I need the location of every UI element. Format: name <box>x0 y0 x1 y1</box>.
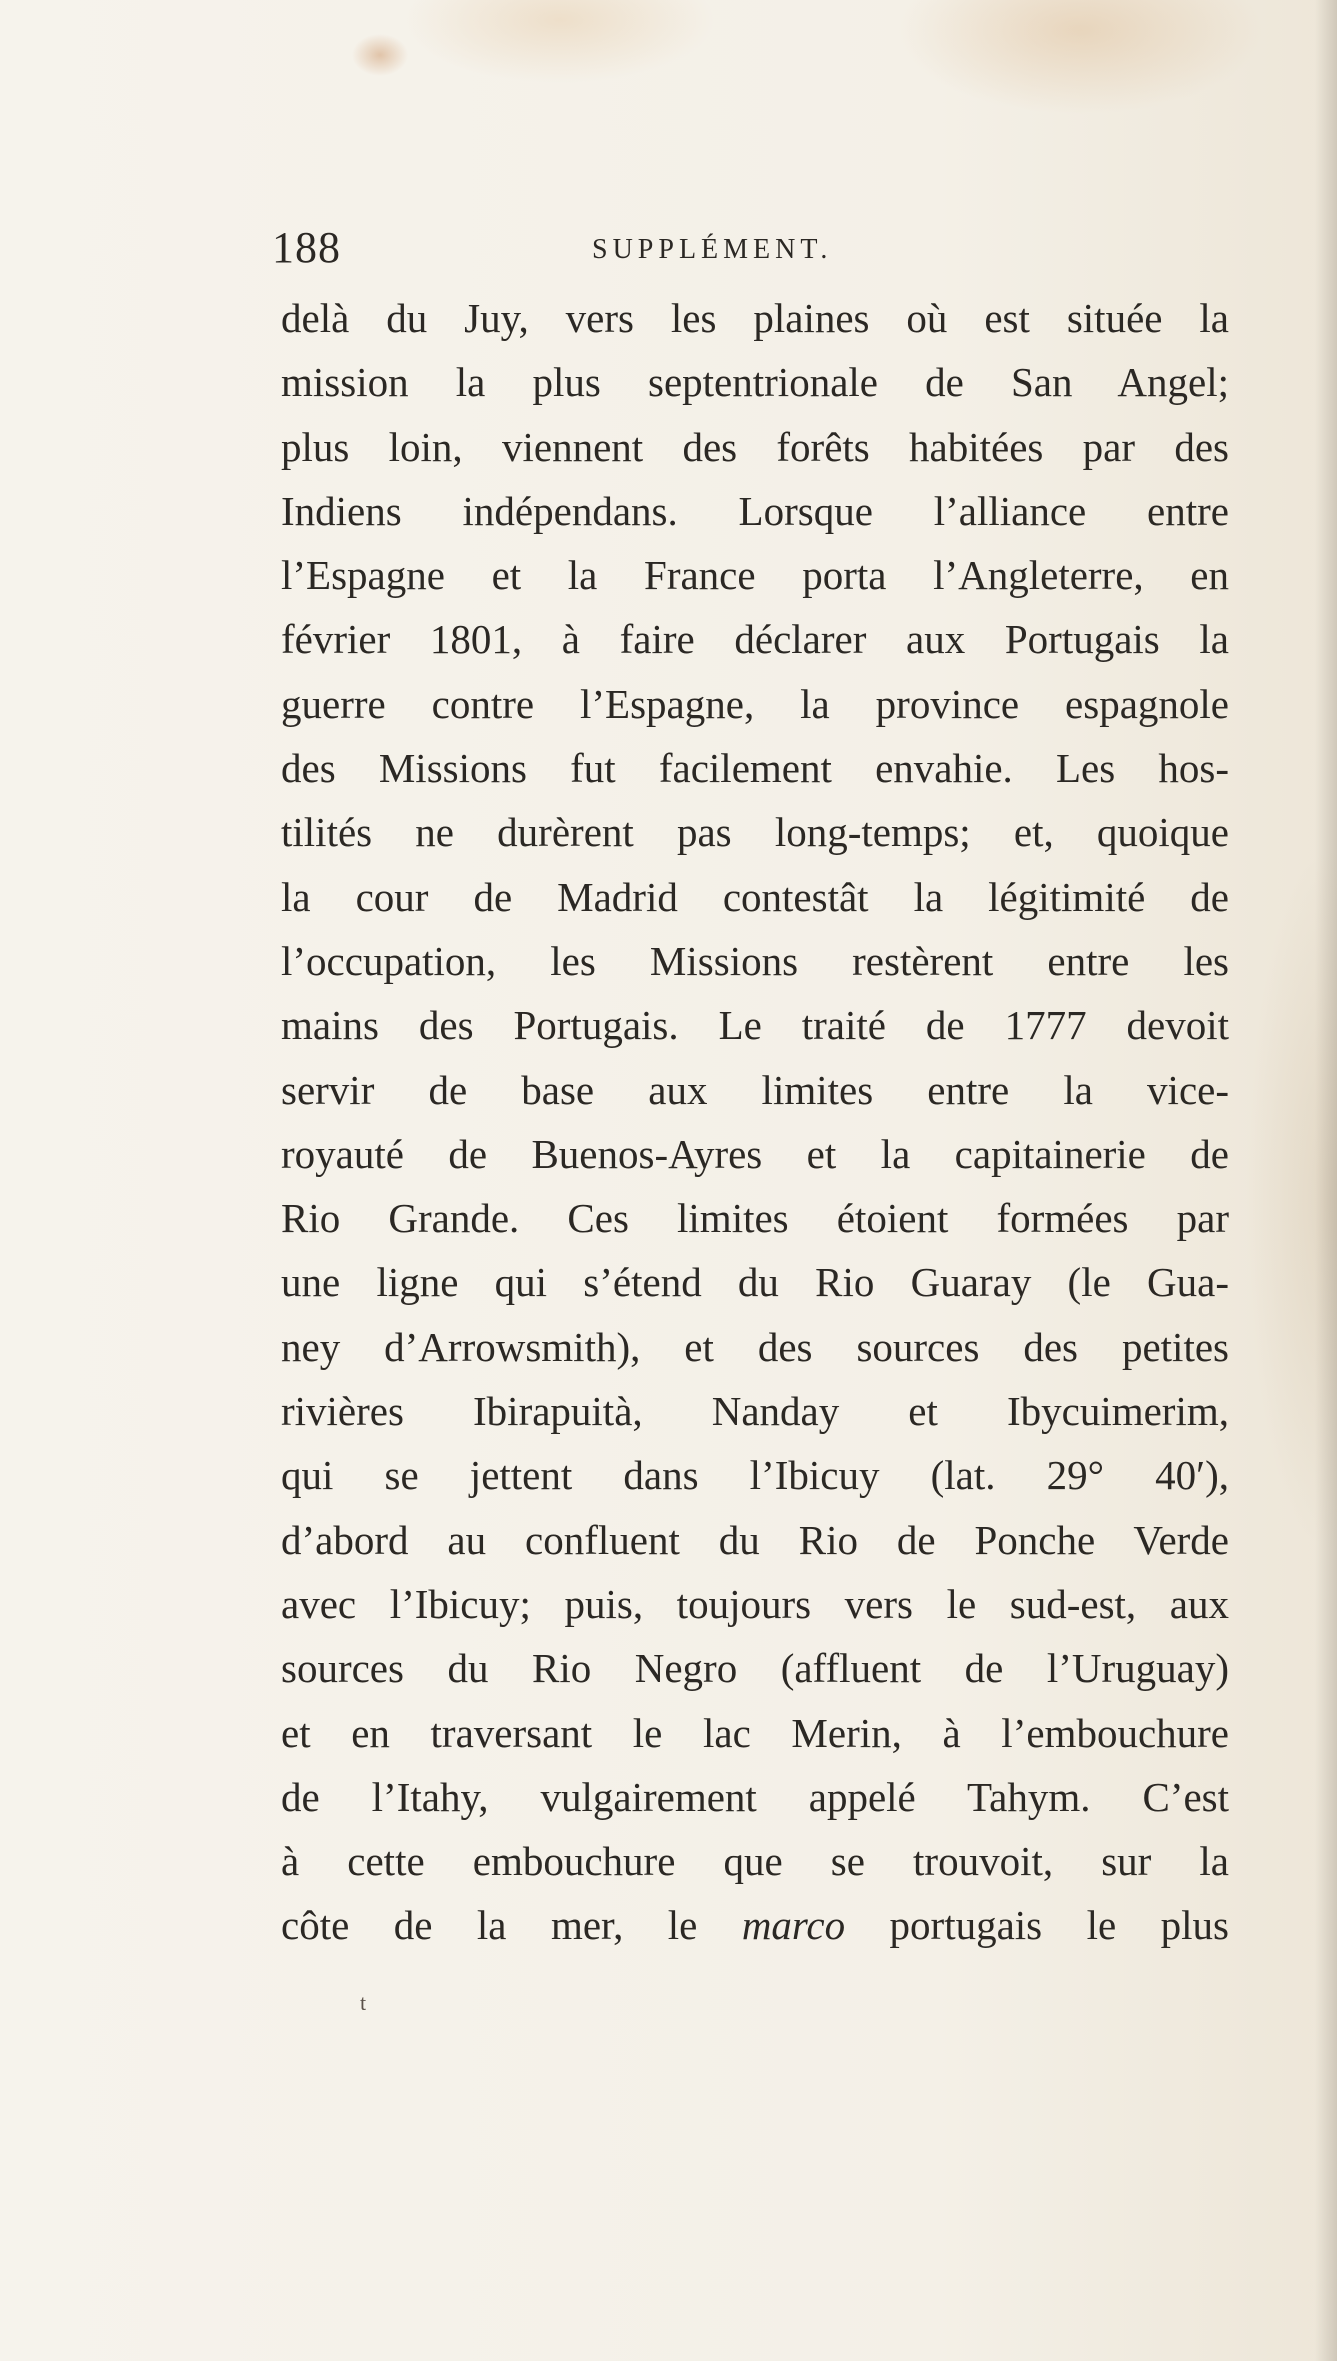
text-line: guerre contre l’Espagne, la province espagnole <box>281 680 1229 727</box>
text-line: tilités ne durèrent pas long-temps; et, quoique <box>281 809 1229 856</box>
text-line: des Missions fut facilement envahie. Les hos- <box>281 745 1229 792</box>
text-line: rivières Ibirapuità, Nanday et Ibycuimerim, <box>281 1388 1229 1435</box>
ink-speck: t <box>360 1990 367 2015</box>
text-segment: portugais le plus <box>845 1902 1229 1949</box>
italic-word: marco <box>741 1902 846 1949</box>
running-head <box>272 222 1232 282</box>
text-line: plus loin, viennent des forêts habitées par des <box>281 423 1229 470</box>
running-title: SUPPLÉMENT. <box>592 234 833 265</box>
text-line: d’abord au confluent du Rio de Ponche Verde <box>281 1516 1229 1563</box>
text-line: ney d’Arrowsmith), et des sources des petites <box>281 1323 1229 1370</box>
text-line: et en traversant le lac Merin, à l’embouchure <box>281 1709 1229 1756</box>
body-text <box>281 286 1229 1958</box>
page-number: 188 <box>272 223 341 272</box>
text-line: delà du Juy, vers les plaines où est située la <box>281 295 1229 341</box>
text-line: servir de base aux limites entre la vice- <box>281 1066 1229 1113</box>
text-segment: côte de la mer, le <box>281 1902 742 1949</box>
text-line: Rio Grande. Ces limites étoient formées par <box>281 1195 1229 1242</box>
text-line: à cette embouchure que se trouvoit, sur la <box>281 1838 1229 1885</box>
text-line: la cour de Madrid contestât la légitimité de <box>281 873 1229 920</box>
text-line: qui se jettent dans l’Ibicuy (lat. 29° 40′), <box>281 1452 1229 1499</box>
text-line: Indiens indépendans. Lorsque l’alliance entre <box>281 487 1229 534</box>
text-line: une ligne qui s’étend du Rio Guaray (le Gua- <box>281 1259 1229 1306</box>
text-line: royauté de Buenos-Ayres et la capitainerie de <box>281 1130 1229 1177</box>
page-gutter-shadow <box>1315 0 1337 2361</box>
text-line: sources du Rio Negro (affluent de l’Uruguay) <box>281 1645 1229 1692</box>
text-line: mission la plus septentrionale de San Angel; <box>281 359 1229 406</box>
text-line: avec l’Ibicuy; puis, toujours vers le sud-est, aux <box>281 1580 1229 1627</box>
text-line: février 1801, à faire déclarer aux Portugais la <box>281 616 1229 663</box>
text-line: de l’Itahy, vulgairement appelé Tahym. C’est <box>281 1773 1229 1820</box>
text-line: mains des Portugais. Le traité de 1777 devoit <box>281 1002 1229 1049</box>
text-line: l’occupation, les Missions restèrent entre les <box>281 937 1229 984</box>
text-line-last <box>281 1893 1229 1957</box>
text-line: l’Espagne et la France porta l’Angleterre, en <box>281 552 1229 599</box>
